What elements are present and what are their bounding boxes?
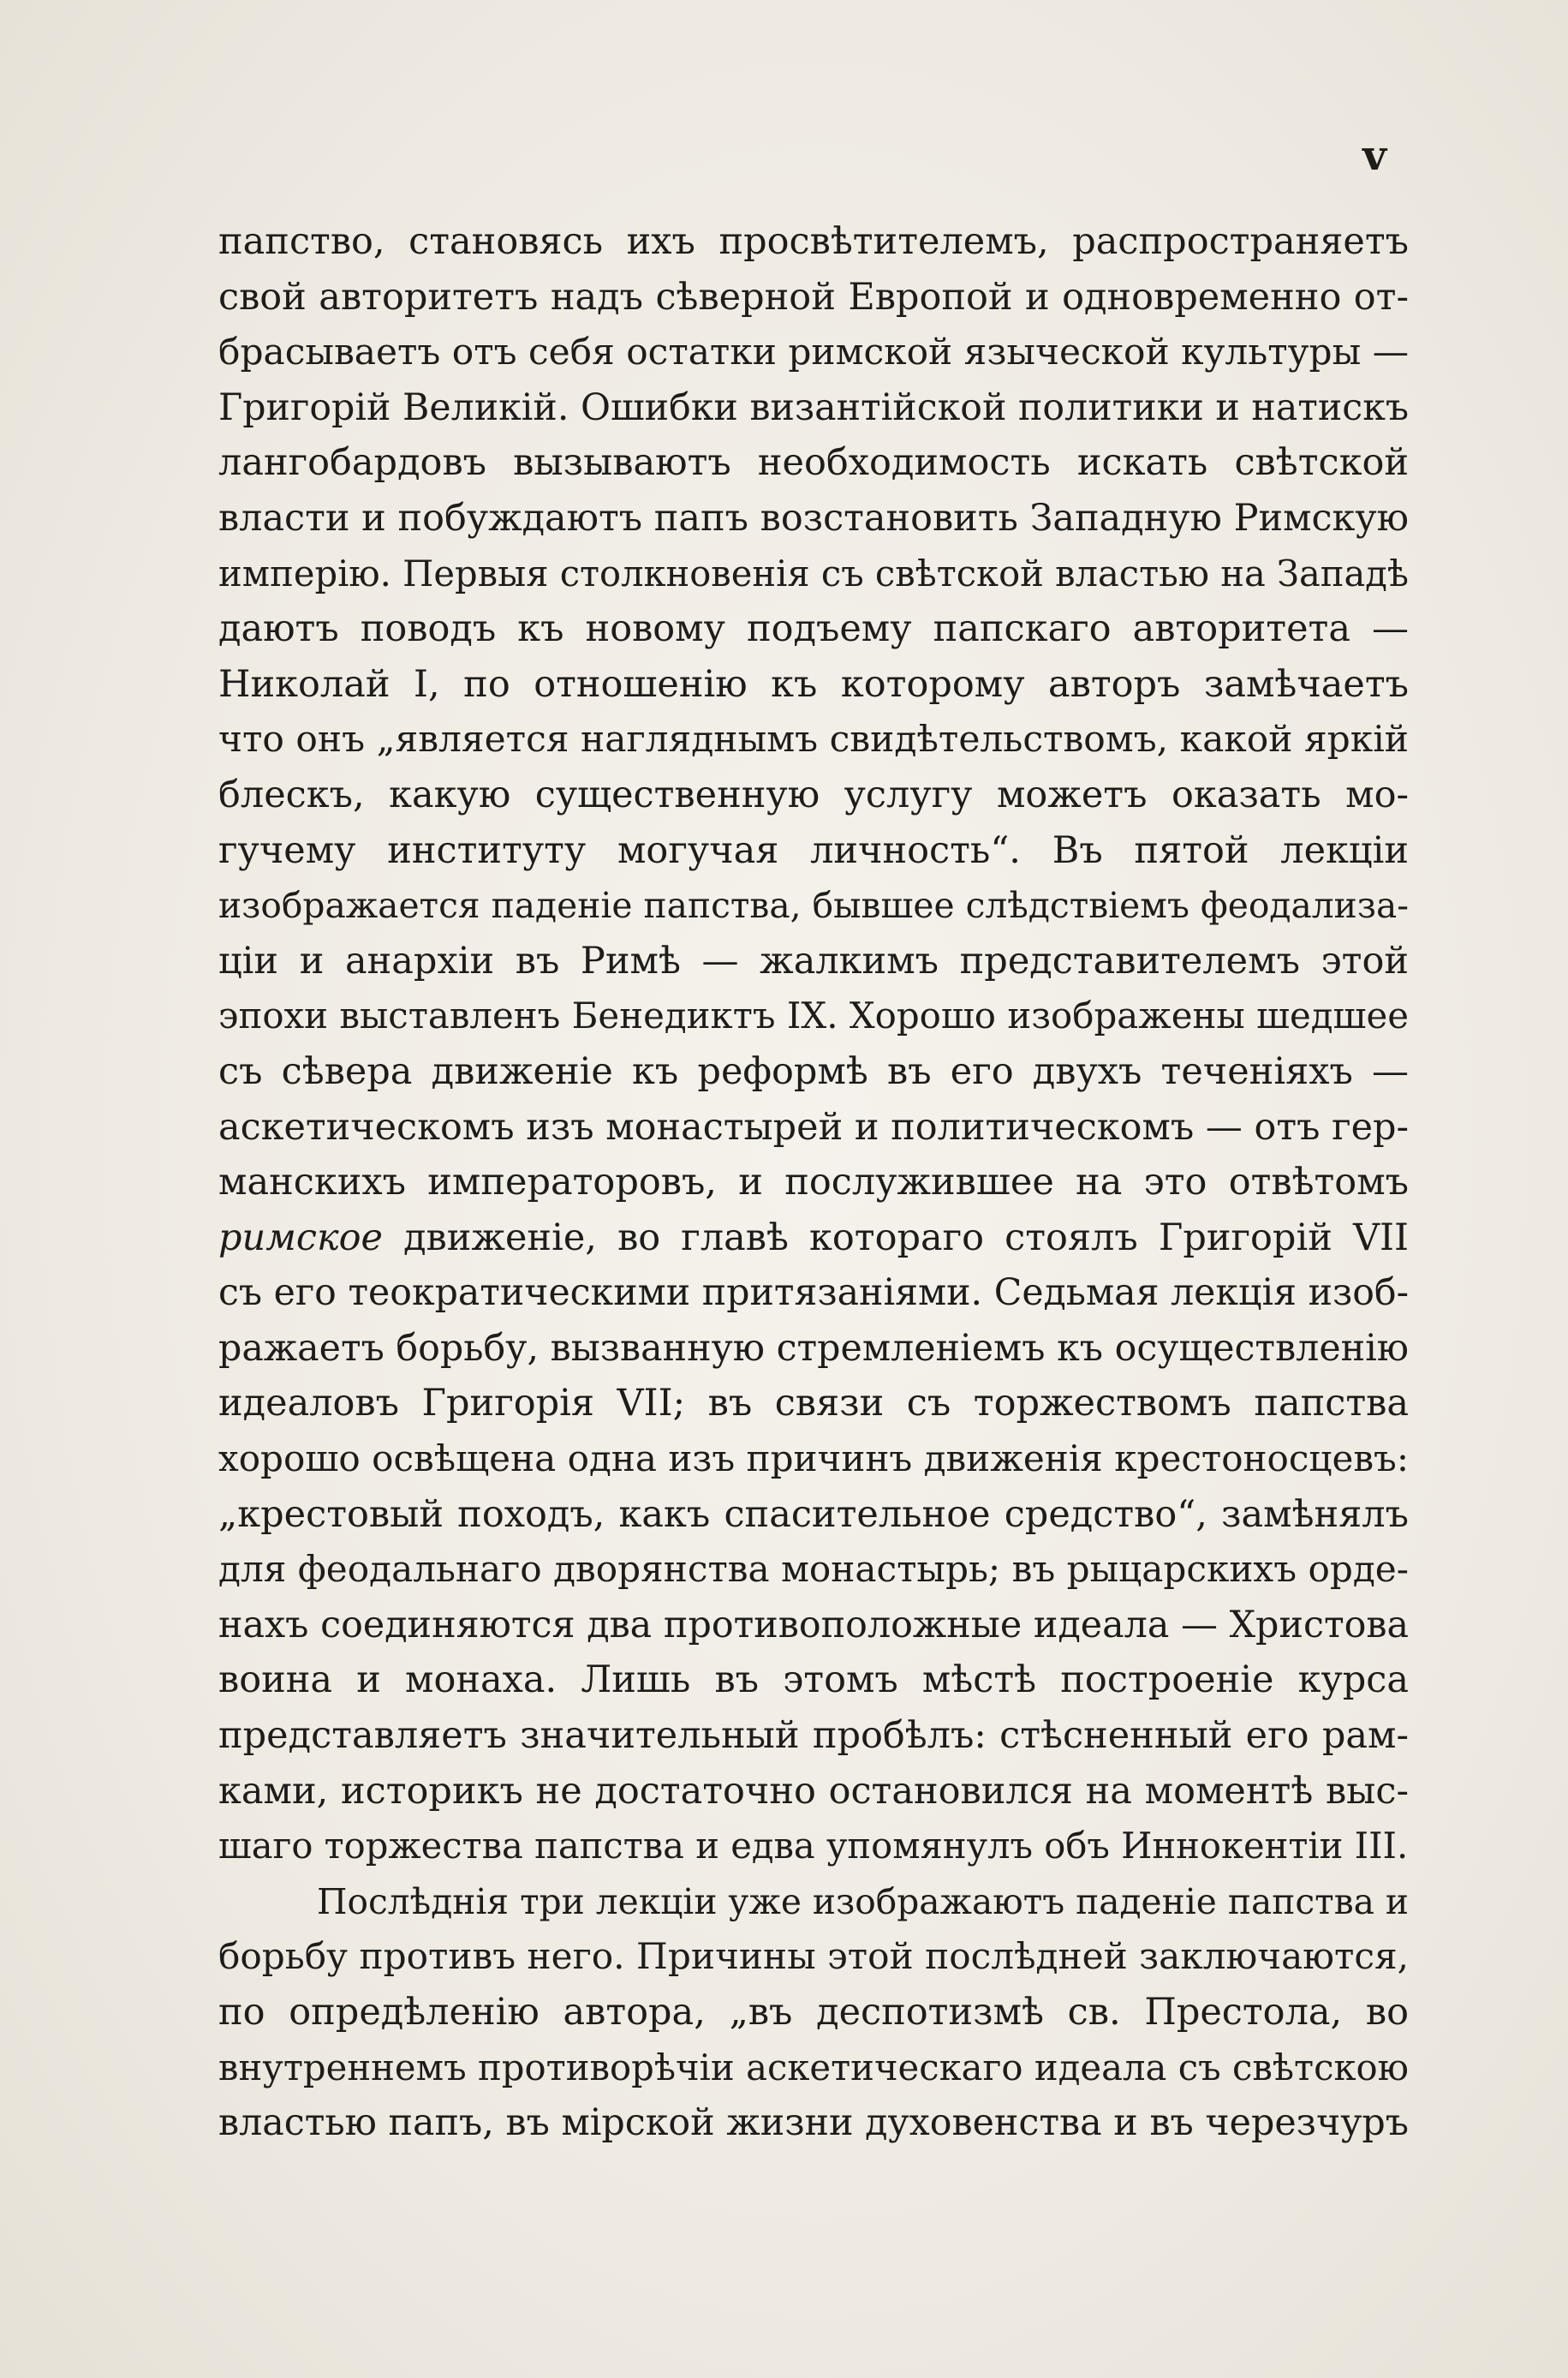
- text-line: имперію. Первыя столкновенія съ свѣтской властью на Западѣ: [218, 552, 1409, 594]
- text-line: Николай I, по отношенію къ которому авторъ замѣчаетъ: [218, 662, 1409, 706]
- text-line: аскетическомъ изъ монастырей и политическомъ — отъ гер-: [218, 1105, 1409, 1149]
- paragraph-1: [218, 214, 1409, 1874]
- text-line: ками, историкъ не достаточно остановился на моментѣ выс-: [218, 1769, 1409, 1813]
- text-line: что онъ „является нагляднымъ свидѣтельствомъ, какой яркій: [218, 718, 1409, 761]
- text-line: представляетъ значительный пробѣлъ: стѣсненный его рам-: [218, 1714, 1409, 1758]
- text-line: шаго торжества папства и едва упомянулъ объ Иннокентіи III.: [218, 1825, 1409, 1867]
- text-line: даютъ поводъ къ новому подъему папскаго авторитета —: [218, 607, 1409, 651]
- text-line: ціи и анархіи въ Римѣ — жалкимъ представителемъ этой: [218, 939, 1409, 983]
- line-rest: движеніе, во главѣ котораго стоялъ Григорій VII: [382, 1216, 1409, 1259]
- text-line: Послѣднія три лекціи уже изображаютъ паденіе папства и: [317, 1880, 1409, 1922]
- text-line: Григорій Великій. Ошибки византійской политики и натискъ: [218, 385, 1409, 429]
- text-line: съ сѣвера движеніе къ реформѣ въ его двухъ теченіяхъ —: [218, 1049, 1409, 1093]
- text-line: свой авторитетъ надъ сѣверной Европой и одновременно от-: [218, 275, 1409, 319]
- text-line: воина и монаха. Лишь въ этомъ мѣстѣ построеніе курса: [218, 1658, 1409, 1702]
- text-line: гучему институту могучая личность“. Въ пятой лекціи: [218, 828, 1409, 872]
- paragraph-2: [218, 1874, 1409, 2151]
- text-line: власти и побуждаютъ папъ возстановить Западную Римскую: [218, 496, 1409, 540]
- page-number: v: [1362, 132, 1386, 180]
- text-line: властью папъ, въ мірской жизни духовенства и въ черезчуръ: [218, 2101, 1409, 2145]
- text-line: манскихъ императоровъ, и послужившее на это отвѣтомъ: [218, 1161, 1409, 1204]
- text-line: брасываетъ отъ себя остатки римской языческой культуры —: [218, 331, 1409, 373]
- text-line: изображается паденіе папства, бывшее слѣдствіемъ феодализа-: [218, 885, 1409, 927]
- italic-word: римское: [218, 1216, 383, 1259]
- text-line: хорошо освѣщена одна изъ причинъ движенія крестоносцевъ:: [218, 1437, 1409, 1480]
- body-text: [218, 214, 1409, 2151]
- text-line: съ его теократическими притязаніями. Седьмая лекція изоб-: [218, 1271, 1409, 1315]
- text-line: идеаловъ Григорія VII; въ связи съ торжествомъ папства: [218, 1382, 1409, 1425]
- text-line: лангобардовъ вызываютъ необходимость искать свѣтской: [218, 441, 1409, 485]
- text-line-with-italic: [218, 1210, 1409, 1266]
- text-line: ражаетъ борьбу, вызванную стремленіемъ къ осуществленію: [218, 1326, 1409, 1370]
- text-line: эпохи выставленъ Бенедиктъ IX. Хорошо изображены шедшее: [218, 995, 1409, 1037]
- text-line: борьбу противъ него. Причины этой послѣдней заключаются,: [218, 1935, 1409, 1978]
- text-line: папство, становясь ихъ просвѣтителемъ, распространяетъ: [218, 220, 1409, 263]
- text-line: блескъ, какую существенную услугу можетъ оказать мо-: [218, 773, 1409, 816]
- text-line: нахъ соединяются два противоположные идеала — Христова: [218, 1603, 1409, 1646]
- text-line: по опредѣленію автора, „въ деспотизмѣ св. Престола, во: [218, 1991, 1409, 2034]
- text-line: внутреннемъ противорѣчіи аскетическаго идеала съ свѣтскою: [218, 2046, 1409, 2088]
- text-line: для феодальнаго дворянства монастырь; въ рыцарскихъ орде-: [218, 1548, 1409, 1591]
- text-line: „крестовый походъ, какъ спасительное средство“, замѣнялъ: [218, 1492, 1409, 1536]
